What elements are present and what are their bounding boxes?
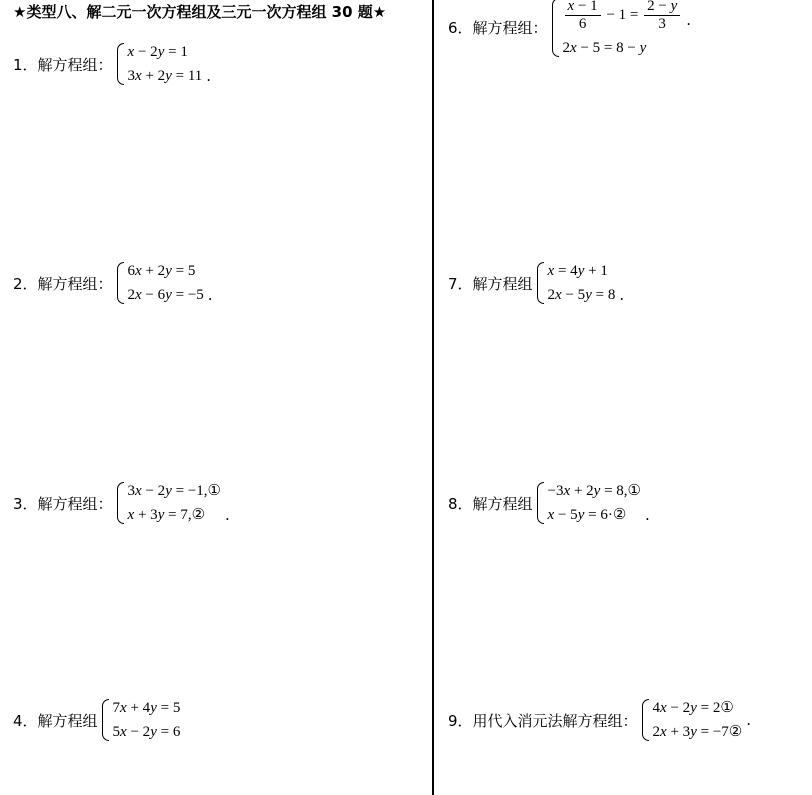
equation-2: x + 3y = 7,②: [127, 507, 206, 523]
fraction: [565, 0, 601, 33]
left-brace: [552, 0, 559, 57]
equation-system: [117, 262, 204, 304]
equation-2: 2x − 5 = 8 − y: [562, 40, 647, 56]
equation-system: [537, 262, 616, 304]
fraction: [644, 0, 680, 33]
left-brace: [537, 262, 544, 304]
left-brace: [117, 482, 124, 524]
period: .: [686, 10, 692, 29]
problem-label: 6．解方程组：: [448, 19, 548, 37]
problem-2: [13, 262, 213, 304]
left-brace: [102, 699, 109, 741]
equation-system: [117, 43, 203, 85]
problem-label: 9．用代入消元法解方程组：: [448, 711, 638, 730]
problem-label: 8．解方程组: [448, 494, 533, 513]
problem-label: 7．解方程组: [448, 274, 533, 293]
problem-label: 2．解方程组：: [13, 274, 113, 293]
equation-2: 5x − 2y = 6: [112, 724, 181, 740]
equation-1: x = 4y + 1: [547, 263, 608, 279]
equation-system: [117, 482, 221, 524]
problem-label: 3．解方程组：: [13, 494, 113, 513]
equation-2: 2x − 5y = 8: [547, 287, 616, 303]
equation-2: 2x + 3y = −7②: [652, 724, 743, 740]
equation-2: 3x + 2y = 11: [127, 68, 203, 84]
equation-middle: − 1 =: [606, 6, 639, 23]
equation-2: x − 5y = 6·②: [547, 507, 627, 523]
equation-1: 7x + 4y = 5: [112, 700, 181, 716]
equation-system: [102, 699, 181, 741]
problem-9: [448, 699, 751, 741]
column-divider: [432, 0, 434, 795]
equation-2: 2x − 6y = −5: [127, 287, 204, 303]
problem-1: [13, 43, 211, 85]
numerator: 2 − y: [644, 0, 680, 16]
problem-label: 1．解方程组：: [13, 55, 113, 74]
problem-label: 4．解方程组: [13, 711, 98, 730]
page-title: ★类型八、解二元一次方程组及三元一次方程组 30 题★: [13, 3, 387, 21]
equation-1: 3x − 2y = −1,①: [127, 483, 221, 499]
problem-7: [448, 262, 624, 304]
equation-1: 6x + 2y = 5: [127, 263, 196, 279]
period: .: [224, 506, 230, 524]
equation-1: [563, 0, 683, 33]
equation-system: [552, 0, 683, 57]
problem-6: [448, 0, 691, 57]
denominator: 6: [578, 16, 587, 32]
numerator: x − 1: [565, 0, 601, 16]
problem-3: [13, 482, 230, 524]
equation-1: 4x − 2y = 2①: [652, 700, 734, 716]
period: .: [206, 67, 212, 85]
period: .: [207, 286, 213, 304]
equation-system: [537, 482, 641, 524]
denominator: 3: [658, 16, 666, 32]
left-brace: [537, 482, 544, 524]
equation-1: x − 2y = 1: [127, 44, 188, 60]
problem-4: [13, 699, 184, 741]
period: .: [746, 711, 752, 729]
left-brace: [117, 43, 124, 85]
equation-1: −3x + 2y = 8,①: [547, 483, 641, 499]
problem-8: [448, 482, 650, 524]
left-brace: [117, 262, 124, 304]
equation-system: [642, 699, 743, 741]
left-brace: [642, 699, 649, 741]
period: .: [619, 286, 625, 304]
period: .: [645, 506, 650, 524]
